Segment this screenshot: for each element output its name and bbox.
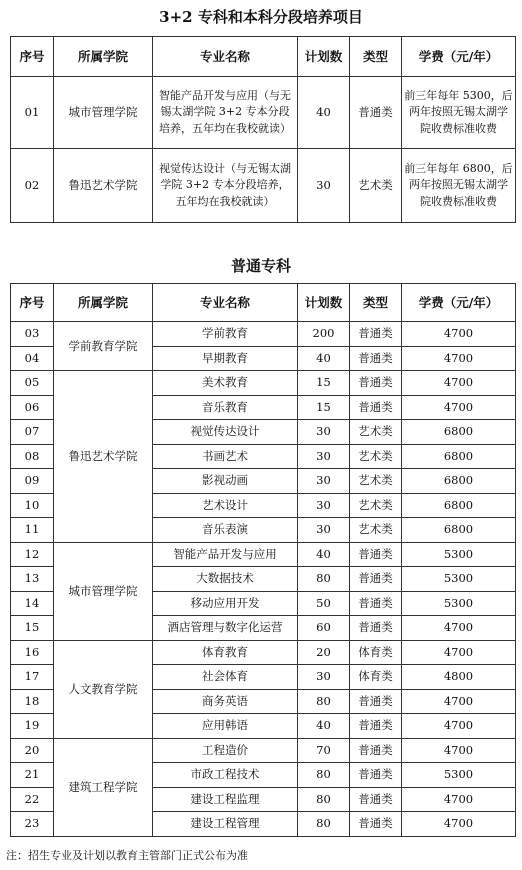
cell-type: 普通类: [350, 714, 402, 739]
cell-major: 应用韩语: [153, 714, 298, 739]
header-seq: 序号: [11, 37, 54, 77]
cell-type: 普通类: [350, 591, 402, 616]
cell-seq: 19: [11, 714, 54, 739]
cell-college: 学前教育学院: [54, 322, 153, 371]
cell-seq: 01: [11, 77, 54, 149]
cell-major: 工程造价: [153, 738, 298, 763]
cell-type: 普通类: [350, 322, 402, 347]
header-plan: 计划数: [298, 284, 350, 322]
cell-plan: 40: [298, 714, 350, 739]
section1-title: 3+2 专科和本科分段培养项目: [159, 8, 363, 26]
header-fee: 学费（元/年）: [402, 284, 516, 322]
table-3plus2: [10, 36, 516, 223]
cell-major: 建设工程监理: [153, 787, 298, 812]
cell-seq: 16: [11, 640, 54, 665]
cell-seq: 09: [11, 469, 54, 494]
cell-type: 普通类: [350, 567, 402, 592]
cell-major: 音乐表演: [153, 518, 298, 543]
cell-fee: 6800: [402, 420, 516, 445]
cell-seq: 17: [11, 665, 54, 690]
cell-plan: 15: [298, 371, 350, 396]
cell-major: 影视动画: [153, 469, 298, 494]
cell-major: 智能产品开发与应用（与无锡太湖学院 3+2 专本分段培养，五年均在我校就读）: [153, 77, 298, 149]
footnote: 注：招生专业及计划以教育主管部门正式公布为准: [6, 849, 248, 862]
table-header: [11, 37, 516, 77]
cell-fee: 4700: [402, 689, 516, 714]
cell-fee: 4700: [402, 371, 516, 396]
cell-major: 美术教育: [153, 371, 298, 396]
cell-seq: 22: [11, 787, 54, 812]
cell-fee: 4800: [402, 665, 516, 690]
cell-type: 普通类: [350, 616, 402, 641]
cell-plan: 30: [298, 493, 350, 518]
cell-major: 建设工程管理: [153, 812, 298, 837]
cell-fee: 4700: [402, 787, 516, 812]
cell-college: 建筑工程学院: [54, 738, 153, 836]
cell-seq: 11: [11, 518, 54, 543]
cell-fee: 6800: [402, 444, 516, 469]
table-row: [11, 77, 516, 149]
cell-plan: 30: [298, 469, 350, 494]
cell-major: 酒店管理与数字化运营: [153, 616, 298, 641]
header-fee: 学费（元/年）: [402, 37, 516, 77]
cell-seq: 18: [11, 689, 54, 714]
cell-type: 普通类: [350, 395, 402, 420]
cell-major: 市政工程技术: [153, 763, 298, 788]
table-row: [11, 738, 516, 763]
cell-type: 艺术类: [350, 149, 402, 223]
header-major: 专业名称: [153, 37, 298, 77]
section2-title: 普通专科: [230, 257, 291, 275]
cell-fee: 6800: [402, 469, 516, 494]
cell-major: 学前教育: [153, 322, 298, 347]
header-plan: 计划数: [298, 37, 350, 77]
cell-plan: 50: [298, 591, 350, 616]
cell-fee: 4700: [402, 714, 516, 739]
cell-major: 商务英语: [153, 689, 298, 714]
cell-plan: 200: [298, 322, 350, 347]
cell-fee: 前三年每年 6800，后两年按照无锡太湖学院收费标准收费: [402, 149, 516, 223]
header-seq: 序号: [11, 284, 54, 322]
cell-plan: 30: [298, 149, 350, 223]
cell-fee: 5300: [402, 763, 516, 788]
cell-seq: 13: [11, 567, 54, 592]
cell-plan: 80: [298, 763, 350, 788]
cell-fee: 4700: [402, 738, 516, 763]
cell-plan: 60: [298, 616, 350, 641]
cell-major: 体育教育: [153, 640, 298, 665]
cell-major: 视觉传达设计: [153, 420, 298, 445]
cell-college: 人文教育学院: [54, 640, 153, 738]
cell-plan: 40: [298, 542, 350, 567]
cell-plan: 30: [298, 444, 350, 469]
table-regular: [10, 283, 516, 837]
cell-college: 鲁迅艺术学院: [54, 149, 153, 223]
cell-plan: 80: [298, 812, 350, 837]
cell-type: 体育类: [350, 665, 402, 690]
cell-fee: 6800: [402, 518, 516, 543]
table-header: [11, 284, 516, 322]
cell-fee: 4700: [402, 322, 516, 347]
cell-fee: 4700: [402, 395, 516, 420]
cell-type: 普通类: [350, 812, 402, 837]
cell-type: 艺术类: [350, 444, 402, 469]
cell-major: 移动应用开发: [153, 591, 298, 616]
cell-major: 早期教育: [153, 346, 298, 371]
cell-plan: 80: [298, 689, 350, 714]
cell-type: 普通类: [350, 346, 402, 371]
table-row: [11, 640, 516, 665]
cell-seq: 12: [11, 542, 54, 567]
cell-college: 城市管理学院: [54, 542, 153, 640]
cell-type: 普通类: [350, 738, 402, 763]
cell-type: 普通类: [350, 77, 402, 149]
cell-major: 艺术设计: [153, 493, 298, 518]
header-type: 类型: [350, 37, 402, 77]
cell-seq: 05: [11, 371, 54, 396]
table-row: [11, 371, 516, 396]
cell-seq: 21: [11, 763, 54, 788]
header-college: 所属学院: [54, 37, 153, 77]
cell-major: 社会体育: [153, 665, 298, 690]
cell-seq: 15: [11, 616, 54, 641]
cell-college: 鲁迅艺术学院: [54, 371, 153, 543]
cell-plan: 20: [298, 640, 350, 665]
cell-seq: 14: [11, 591, 54, 616]
cell-type: 普通类: [350, 763, 402, 788]
cell-seq: 07: [11, 420, 54, 445]
header-type: 类型: [350, 284, 402, 322]
cell-fee: 5300: [402, 591, 516, 616]
cell-plan: 30: [298, 420, 350, 445]
header-college: 所属学院: [54, 284, 153, 322]
cell-seq: 06: [11, 395, 54, 420]
table-row: [11, 542, 516, 567]
cell-plan: 30: [298, 665, 350, 690]
cell-plan: 40: [298, 77, 350, 149]
cell-seq: 02: [11, 149, 54, 223]
cell-major: 大数据技术: [153, 567, 298, 592]
cell-major: 智能产品开发与应用: [153, 542, 298, 567]
cell-plan: 40: [298, 346, 350, 371]
cell-plan: 70: [298, 738, 350, 763]
cell-seq: 03: [11, 322, 54, 347]
cell-fee: 4700: [402, 812, 516, 837]
cell-fee: 4700: [402, 346, 516, 371]
cell-fee: 前三年每年 5300，后两年按照无锡太湖学院收费标准收费: [402, 77, 516, 149]
cell-type: 艺术类: [350, 493, 402, 518]
cell-plan: 80: [298, 567, 350, 592]
cell-plan: 15: [298, 395, 350, 420]
table-row: [11, 322, 516, 347]
cell-type: 艺术类: [350, 420, 402, 445]
cell-type: 普通类: [350, 542, 402, 567]
cell-fee: 4700: [402, 616, 516, 641]
cell-major: 书画艺术: [153, 444, 298, 469]
cell-type: 体育类: [350, 640, 402, 665]
cell-seq: 04: [11, 346, 54, 371]
cell-plan: 30: [298, 518, 350, 543]
cell-type: 普通类: [350, 371, 402, 396]
cell-fee: 5300: [402, 567, 516, 592]
cell-major: 视觉传达设计（与无锡太湖学院 3+2 专本分段培养，五年均在我校就读）: [153, 149, 298, 223]
cell-fee: 6800: [402, 493, 516, 518]
cell-seq: 08: [11, 444, 54, 469]
cell-major: 音乐教育: [153, 395, 298, 420]
cell-type: 普通类: [350, 689, 402, 714]
cell-plan: 80: [298, 787, 350, 812]
cell-seq: 10: [11, 493, 54, 518]
cell-type: 普通类: [350, 787, 402, 812]
table-row: [11, 149, 516, 223]
cell-fee: 5300: [402, 542, 516, 567]
cell-fee: 4700: [402, 640, 516, 665]
cell-seq: 20: [11, 738, 54, 763]
cell-college: 城市管理学院: [54, 77, 153, 149]
cell-type: 艺术类: [350, 469, 402, 494]
cell-type: 艺术类: [350, 518, 402, 543]
cell-seq: 23: [11, 812, 54, 837]
header-major: 专业名称: [153, 284, 298, 322]
